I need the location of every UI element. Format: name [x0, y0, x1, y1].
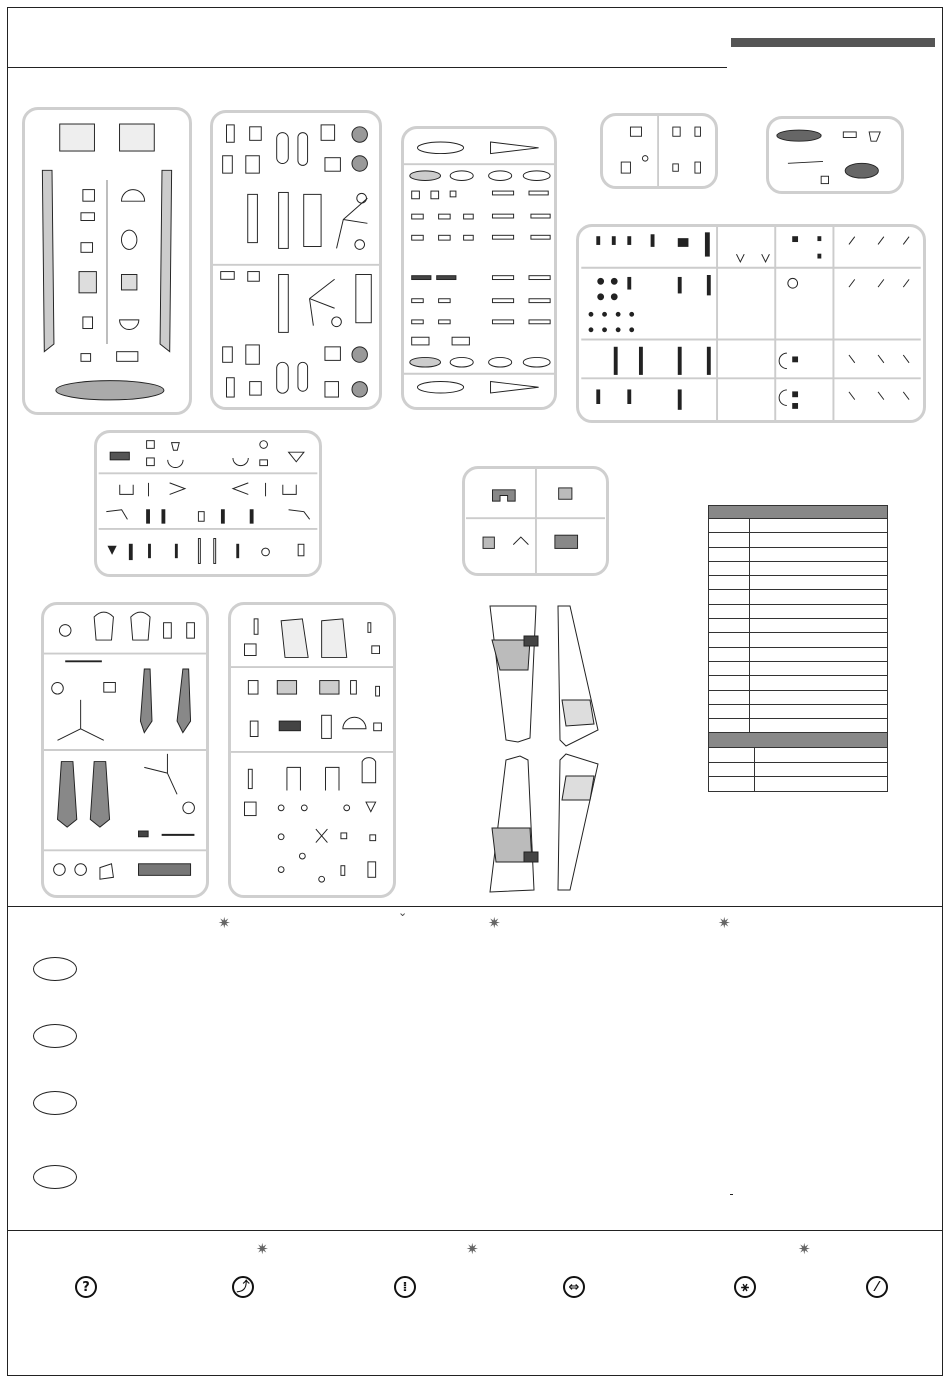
canopy-sprue	[766, 116, 904, 194]
step-marker	[33, 1024, 77, 1048]
bombs-sprue-parts	[404, 129, 554, 407]
legend-row	[709, 633, 887, 647]
file-icon: ⚹	[734, 1276, 756, 1298]
asterisk-icon: ✷	[466, 1240, 479, 1258]
gear-sprue	[228, 602, 396, 898]
gear-sprue-parts	[231, 605, 393, 895]
dash-mark	[730, 1194, 733, 1195]
legend-row	[709, 562, 887, 576]
legend-rows-upper	[709, 519, 887, 733]
legend-table	[708, 505, 888, 792]
legend-row	[709, 676, 887, 690]
flip-icon: ⇔	[563, 1276, 585, 1298]
footer-divider	[7, 1230, 943, 1231]
legend-row	[709, 619, 887, 633]
chevron-down-icon: ⌄	[398, 906, 408, 919]
asterisk-icon: ✷	[218, 914, 231, 932]
cockpit-sprue	[210, 110, 382, 410]
wing-panels	[470, 600, 610, 900]
bracket-sprue-parts	[465, 469, 606, 573]
fuselage-sprue	[22, 107, 192, 415]
engine-sprue	[41, 602, 209, 898]
engine-sprue-parts	[44, 605, 206, 895]
header-bar	[731, 38, 935, 47]
bombs-sprue	[401, 126, 557, 410]
legend-row	[709, 519, 887, 533]
sand-icon: ⁞	[394, 1276, 416, 1298]
interior-sprue	[94, 430, 322, 577]
legend-row	[709, 691, 887, 705]
legend-row	[709, 576, 887, 590]
legend-row	[709, 662, 887, 676]
legend-header	[709, 506, 887, 519]
small-detail-sprue-parts	[603, 116, 715, 186]
legend-rows-lower	[709, 748, 887, 791]
header-divider	[7, 67, 727, 68]
legend-row	[709, 533, 887, 547]
legend-row	[709, 590, 887, 604]
antenna-sprue-parts	[579, 227, 923, 420]
legend-row	[709, 548, 887, 562]
canopy-sprue-parts	[769, 119, 901, 191]
step-marker	[33, 1091, 77, 1115]
asterisk-icon: ✷	[256, 1240, 269, 1258]
asterisk-icon: ✷	[798, 1240, 811, 1258]
question-icon: ?	[75, 1276, 97, 1298]
bracket-sprue	[462, 466, 609, 576]
legend-row	[709, 719, 887, 733]
asterisk-icon: ✷	[488, 914, 501, 932]
asterisk-icon: ✷	[718, 914, 731, 932]
small-detail-sprue	[600, 113, 718, 189]
section-divider	[7, 906, 943, 907]
antenna-sprue	[576, 224, 926, 423]
legend-row	[709, 763, 887, 777]
legend-row	[709, 748, 887, 762]
interior-sprue-parts	[97, 433, 319, 574]
step-marker	[33, 1165, 77, 1189]
legend-row	[709, 777, 887, 791]
rotate-icon: ⤴	[232, 1276, 254, 1298]
legend-row	[709, 648, 887, 662]
legend-row	[709, 605, 887, 619]
fuselage-sprue-parts	[25, 110, 189, 412]
legend-subheader	[709, 733, 887, 748]
cockpit-sprue-parts	[213, 113, 379, 407]
knife-icon: ⁄	[866, 1276, 888, 1298]
legend-row	[709, 705, 887, 719]
step-marker	[33, 957, 77, 981]
